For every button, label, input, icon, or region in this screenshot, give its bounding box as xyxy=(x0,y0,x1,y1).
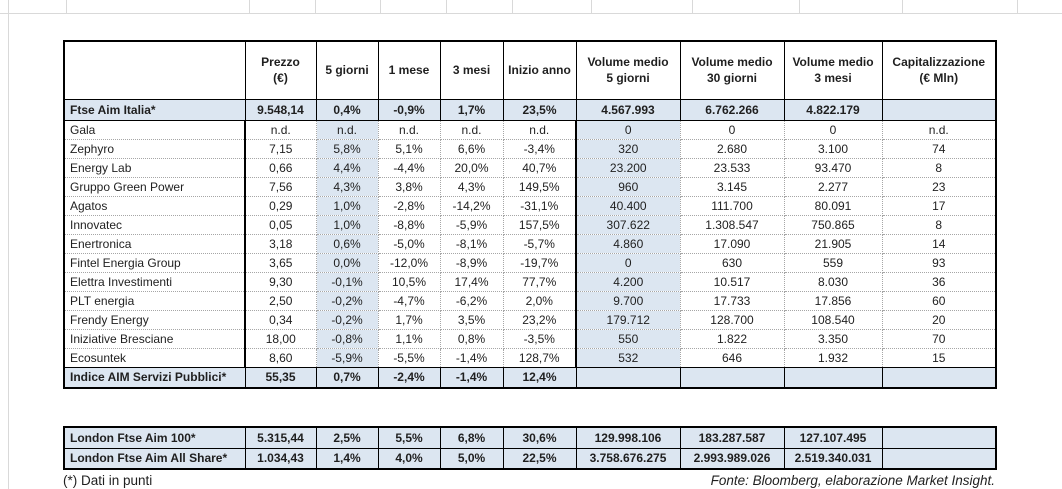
cell: 111.700 xyxy=(680,196,784,215)
header-label: Volume medio xyxy=(792,55,874,70)
gridline xyxy=(249,0,250,13)
gridline xyxy=(315,0,316,13)
cell: -5,0% xyxy=(378,234,440,253)
cell: 1,7% xyxy=(440,99,503,120)
row-label: Innovatec xyxy=(64,215,245,234)
header-label: Volume medio xyxy=(691,55,773,70)
col-header-capitalizzazione-mln xyxy=(882,41,996,99)
cell: -0,2% xyxy=(316,291,378,310)
cell: 2,50 xyxy=(245,291,316,310)
cell: -2,4% xyxy=(378,367,440,388)
col-header-volume-medio-5-giorni xyxy=(576,41,680,99)
cell: 23 xyxy=(882,177,996,196)
cell: -6,2% xyxy=(440,291,503,310)
cell xyxy=(882,427,996,448)
cell: 0,29 xyxy=(245,196,316,215)
stock-row-energy-lab xyxy=(64,158,996,177)
cell: 559 xyxy=(784,253,882,272)
cell: 4.567.993 xyxy=(576,99,680,120)
footnote-dati-in-punti: (*) Dati in punti xyxy=(63,473,153,488)
stock-row-agatos xyxy=(64,196,996,215)
cell: 2.277 xyxy=(784,177,882,196)
cell: 5.315,44 xyxy=(245,427,316,448)
cell: -4,4% xyxy=(378,158,440,177)
row-label: Zephyro xyxy=(64,139,245,158)
cell: -5,9% xyxy=(440,215,503,234)
cell: 0,66 xyxy=(245,158,316,177)
cell: 6.762.266 xyxy=(680,99,784,120)
cell: 0 xyxy=(784,120,882,139)
cell: 3,5% xyxy=(440,310,503,329)
london-aim-table xyxy=(63,426,997,470)
cell: 0 xyxy=(576,120,680,139)
header-label: 3 mesi xyxy=(452,63,491,78)
cell: 8 xyxy=(882,215,996,234)
row-label: Enertronica xyxy=(64,234,245,253)
index-row-london-ftse-aim-all-share xyxy=(64,448,996,469)
cell: 2.519.340.031 xyxy=(784,448,882,469)
cell: 93 xyxy=(882,253,996,272)
stock-row-plt-energia xyxy=(64,291,996,310)
cell xyxy=(882,99,996,120)
cell: 4.822.179 xyxy=(784,99,882,120)
cell: 1.932 xyxy=(784,348,882,367)
cell: 14 xyxy=(882,234,996,253)
cell: 3,18 xyxy=(245,234,316,253)
cell: n.d. xyxy=(378,120,440,139)
cell: 20,0% xyxy=(440,158,503,177)
cell: 0,4% xyxy=(316,99,378,120)
cell: 22,5% xyxy=(503,448,576,469)
gridline xyxy=(692,0,693,13)
cell: 0 xyxy=(576,253,680,272)
cell: 17,4% xyxy=(440,272,503,291)
header-sublabel: (€) xyxy=(273,71,288,86)
cell: -4,7% xyxy=(378,291,440,310)
cell: 1,7% xyxy=(378,310,440,329)
cell: 74 xyxy=(882,139,996,158)
cell: -31,1% xyxy=(503,196,576,215)
cell: 128,7% xyxy=(503,348,576,367)
row-label: Agatos xyxy=(64,196,245,215)
cell: 17.090 xyxy=(680,234,784,253)
cell: -8,8% xyxy=(378,215,440,234)
row-label: Ftse Aim Italia* xyxy=(64,99,245,120)
cell: 10.517 xyxy=(680,272,784,291)
index-row-indice-aim-servizi-pubblici xyxy=(64,367,996,388)
header-sublabel: 30 giorni xyxy=(706,71,757,86)
cell: 960 xyxy=(576,177,680,196)
cell: 8 xyxy=(882,158,996,177)
cell: 6,6% xyxy=(440,139,503,158)
cell: 9,30 xyxy=(245,272,316,291)
cell: -2,8% xyxy=(378,196,440,215)
cell: 10,5% xyxy=(378,272,440,291)
cell: 3,8% xyxy=(378,177,440,196)
cell xyxy=(882,448,996,469)
cell: 1.308.547 xyxy=(680,215,784,234)
cell: -3,4% xyxy=(503,139,576,158)
cell: -3,5% xyxy=(503,329,576,348)
stock-row-gruppo-green-power xyxy=(64,177,996,196)
gridline xyxy=(0,13,1062,14)
cell: 8,60 xyxy=(245,348,316,367)
cell: -0,1% xyxy=(316,272,378,291)
row-label: Gruppo Green Power xyxy=(64,177,245,196)
header-label: Volume medio xyxy=(587,55,669,70)
cell: 1,4% xyxy=(316,448,378,469)
cell: 8.030 xyxy=(784,272,882,291)
row-label: London Ftse Aim All Share* xyxy=(64,448,245,469)
header-label: Capitalizzazione xyxy=(892,55,986,70)
cell: 2.993.989.026 xyxy=(680,448,784,469)
cell: 7,56 xyxy=(245,177,316,196)
gridline xyxy=(902,0,903,13)
cell: 2,0% xyxy=(503,291,576,310)
gridline xyxy=(446,0,447,13)
col-header-volume-medio-30-giorni xyxy=(680,41,784,99)
cell: 18,00 xyxy=(245,329,316,348)
row-label: Indice AIM Servizi Pubblici* xyxy=(64,367,245,388)
cell: 0,6% xyxy=(316,234,378,253)
cell: 0,05 xyxy=(245,215,316,234)
cell: 5,5% xyxy=(378,427,440,448)
stock-row-innovatec xyxy=(64,215,996,234)
cell: 0,34 xyxy=(245,310,316,329)
cell: -5,5% xyxy=(378,348,440,367)
header-label: 1 mese xyxy=(388,63,430,78)
header-sublabel: 5 giorni xyxy=(606,71,650,86)
header-label: Inizio anno xyxy=(508,63,571,78)
header-sublabel: 3 mesi xyxy=(814,71,852,86)
cell: 3.758.676.275 xyxy=(576,448,680,469)
col-header-3-mesi xyxy=(440,41,503,99)
cell: 15 xyxy=(882,348,996,367)
stock-row-ecosuntek xyxy=(64,348,996,367)
cell: -19,7% xyxy=(503,253,576,272)
col-header-5-giorni xyxy=(316,41,378,99)
cell: 532 xyxy=(576,348,680,367)
cell: 5,1% xyxy=(378,139,440,158)
cell: 149,5% xyxy=(503,177,576,196)
cell: 21.905 xyxy=(784,234,882,253)
cell: 307.622 xyxy=(576,215,680,234)
cell: -8,1% xyxy=(440,234,503,253)
cell: 23,5% xyxy=(503,99,576,120)
source-attribution: Fonte: Bloomberg, elaborazione Market Insight. xyxy=(710,473,995,488)
cell: 4.860 xyxy=(576,234,680,253)
cell: 0 xyxy=(680,120,784,139)
cell: -1,4% xyxy=(440,367,503,388)
cell: 550 xyxy=(576,329,680,348)
cell: 36 xyxy=(882,272,996,291)
row-label: London Ftse Aim 100* xyxy=(64,427,245,448)
cell: 6,8% xyxy=(440,427,503,448)
cell: 0,0% xyxy=(316,253,378,272)
header-sublabel: (€ Mln) xyxy=(919,71,959,86)
cell: 77,7% xyxy=(503,272,576,291)
gridline xyxy=(1017,0,1018,13)
cell: 60 xyxy=(882,291,996,310)
cell: 3.350 xyxy=(784,329,882,348)
row-label: Elettra Investimenti xyxy=(64,272,245,291)
col-header-prezzo xyxy=(245,41,316,99)
cell xyxy=(680,367,784,388)
stock-row-frendy-energy xyxy=(64,310,996,329)
cell: 40,7% xyxy=(503,158,576,177)
cell: n.d. xyxy=(503,120,576,139)
cell: 3,65 xyxy=(245,253,316,272)
cell: 157,5% xyxy=(503,215,576,234)
cell: 1.822 xyxy=(680,329,784,348)
cell: -5,7% xyxy=(503,234,576,253)
table-footer xyxy=(63,473,995,488)
cell xyxy=(576,367,680,388)
cell: 9.548,14 xyxy=(245,99,316,120)
cell: -8,9% xyxy=(440,253,503,272)
cell: 70 xyxy=(882,329,996,348)
cell: 630 xyxy=(680,253,784,272)
cell: -0,2% xyxy=(316,310,378,329)
cell: 1,0% xyxy=(316,215,378,234)
cell: -0,8% xyxy=(316,329,378,348)
header-row xyxy=(64,41,996,99)
cell: 30,6% xyxy=(503,427,576,448)
cell: 1,1% xyxy=(378,329,440,348)
row-label: Ecosuntek xyxy=(64,348,245,367)
gridline xyxy=(8,0,9,489)
cell: -12,0% xyxy=(378,253,440,272)
cell: -14,2% xyxy=(440,196,503,215)
row-label: Fintel Energia Group xyxy=(64,253,245,272)
cell: 4,3% xyxy=(440,177,503,196)
cell: 9.700 xyxy=(576,291,680,310)
cell: 40.400 xyxy=(576,196,680,215)
cell: 4,0% xyxy=(378,448,440,469)
gridline xyxy=(66,0,67,13)
row-label: Iniziative Bresciane xyxy=(64,329,245,348)
stock-row-fintel-energia-group xyxy=(64,253,996,272)
cell: 646 xyxy=(680,348,784,367)
gridline xyxy=(380,0,381,13)
row-label: Gala xyxy=(64,120,245,139)
cell: 0,7% xyxy=(316,367,378,388)
cell: 127.107.495 xyxy=(784,427,882,448)
cell: n.d. xyxy=(316,120,378,139)
cell: 1,0% xyxy=(316,196,378,215)
table-header xyxy=(64,41,996,99)
cell: 320 xyxy=(576,139,680,158)
cell: 183.287.587 xyxy=(680,427,784,448)
cell: 80.091 xyxy=(784,196,882,215)
aim-italia-table xyxy=(63,40,997,389)
row-label: Energy Lab xyxy=(64,158,245,177)
cell: 4,4% xyxy=(316,158,378,177)
col-header-volume-medio-3-mesi xyxy=(784,41,882,99)
cell: n.d. xyxy=(245,120,316,139)
cell: 750.865 xyxy=(784,215,882,234)
col-header-inizio-anno xyxy=(503,41,576,99)
cell: 23,2% xyxy=(503,310,576,329)
cell: -1,4% xyxy=(440,348,503,367)
cell: 5,8% xyxy=(316,139,378,158)
cell: 12,4% xyxy=(503,367,576,388)
cell: 55,35 xyxy=(245,367,316,388)
gridline xyxy=(799,0,800,13)
cell: 108.540 xyxy=(784,310,882,329)
cell: 0,8% xyxy=(440,329,503,348)
cell: 5,0% xyxy=(440,448,503,469)
cell: 2.680 xyxy=(680,139,784,158)
gridline xyxy=(512,0,513,13)
cell: n.d. xyxy=(882,120,996,139)
index-row-ftse-aim-italia xyxy=(64,99,996,120)
cell: 7,15 xyxy=(245,139,316,158)
cell: 3.100 xyxy=(784,139,882,158)
index-row-london-ftse-aim-100 xyxy=(64,427,996,448)
stock-row-enertronica xyxy=(64,234,996,253)
cell: 129.998.106 xyxy=(576,427,680,448)
cell xyxy=(882,367,996,388)
stock-row-zephyro xyxy=(64,139,996,158)
cell: 20 xyxy=(882,310,996,329)
cell: 1.034,43 xyxy=(245,448,316,469)
header-label: Prezzo xyxy=(261,55,300,70)
col-header-name xyxy=(64,41,245,99)
stock-row-gala xyxy=(64,120,996,139)
row-label: Frendy Energy xyxy=(64,310,245,329)
cell: 93.470 xyxy=(784,158,882,177)
cell xyxy=(784,367,882,388)
stock-row-iniziative-bresciane xyxy=(64,329,996,348)
cell: 17 xyxy=(882,196,996,215)
stock-row-elettra-investimenti xyxy=(64,272,996,291)
row-label: PLT energia xyxy=(64,291,245,310)
cell: -5,9% xyxy=(316,348,378,367)
cell: 2,5% xyxy=(316,427,378,448)
cell: 128.700 xyxy=(680,310,784,329)
gridline xyxy=(591,0,592,13)
cell: -0,9% xyxy=(378,99,440,120)
cell: 23.200 xyxy=(576,158,680,177)
cell: 3.145 xyxy=(680,177,784,196)
cell: 4.200 xyxy=(576,272,680,291)
cell: 17.856 xyxy=(784,291,882,310)
cell: 17.733 xyxy=(680,291,784,310)
cell: n.d. xyxy=(440,120,503,139)
header-label: 5 giorni xyxy=(325,63,369,78)
cell: 23.533 xyxy=(680,158,784,177)
cell: 179.712 xyxy=(576,310,680,329)
cell: 4,3% xyxy=(316,177,378,196)
col-header-1-mese xyxy=(378,41,440,99)
